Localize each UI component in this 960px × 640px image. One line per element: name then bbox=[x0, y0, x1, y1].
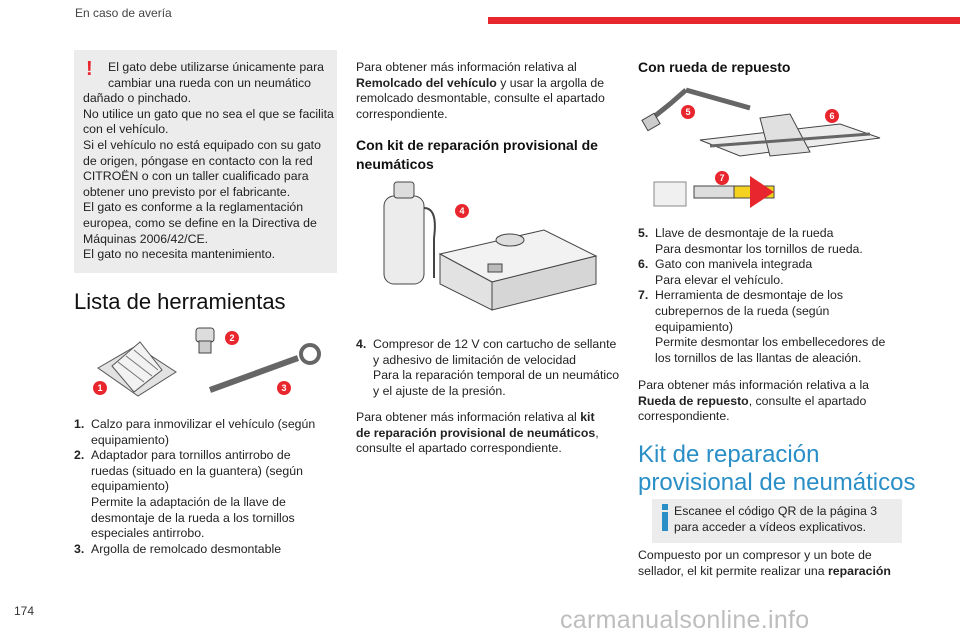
towing-link[interactable]: Remolcado del vehículo bbox=[356, 75, 497, 90]
warning-line: El gato debe utilizarse únicamente para bbox=[108, 60, 325, 74]
repair-kit-subheading: Con kit de reparación provisional de neumáticos bbox=[356, 137, 598, 172]
exclamation-icon: ! bbox=[86, 58, 93, 80]
repair-kit-paragraph: Para obtener más información relativa al kit de reparación provisional de neumáticos, consulte el apartado correspondiente. bbox=[356, 410, 599, 456]
compressor-list bbox=[356, 337, 626, 399]
tools-heading: Lista de herramientas bbox=[74, 289, 286, 314]
list-item: 2. Adaptador para tornillos antirrobo de ruedas (situado en la guantera) (según equipamiento) Permite la adaptación de la llave de desmontaje de la rueda a los tornillos especiales antirrobo. bbox=[74, 448, 303, 541]
kit-heading: Kit de reparación provisional de neumáticos bbox=[638, 441, 916, 496]
warning-line: No utilice un gato que no sea el que se facilita bbox=[83, 106, 334, 121]
warning-line: El gato es conforme a la reglamentación bbox=[83, 200, 304, 215]
header-accent-bar bbox=[488, 17, 960, 24]
spare-wheel-subheading: Con rueda de repuesto bbox=[638, 59, 791, 75]
warning-line: de origen, póngase en contacto con la red bbox=[83, 153, 313, 168]
tools-illustration bbox=[88, 320, 338, 410]
warning-line: CITROËN o con un taller cualificado para bbox=[83, 169, 309, 184]
warning-line: obtener uno previsto por el fabricante. bbox=[83, 184, 291, 199]
warning-line: con el vehículo. bbox=[83, 122, 169, 137]
list-item: 5. Llave de desmontaje de la rueda Para desmontar los tornillos de rueda. bbox=[638, 226, 863, 256]
spare-wheel-link[interactable]: Rueda de repuesto bbox=[638, 393, 749, 408]
wheel-chock-icon bbox=[98, 342, 176, 396]
compressor-icon bbox=[440, 230, 596, 310]
warning-line: dañado o pinchado. bbox=[83, 91, 192, 106]
jack-icon bbox=[700, 114, 880, 156]
kit-paragraph: Compuesto por un compresor y un bote de sellador, el kit permite realizar una reparación bbox=[638, 548, 891, 578]
badge-2-label: 2 bbox=[229, 333, 235, 343]
section-header: En caso de avería bbox=[75, 6, 172, 20]
badge-1-label: 1 bbox=[97, 383, 103, 393]
warning-text bbox=[83, 60, 335, 263]
badge-4-label: 4 bbox=[459, 206, 465, 216]
list-item: 7. Herramienta de desmontaje de los cubrepernos de la rueda (según equipamiento) Permite desmontar los embellecedores de los tornillos de las llantas de aleación. bbox=[638, 288, 886, 365]
spare-wheel-tools-illustration bbox=[640, 82, 902, 218]
antitheft-adapter-icon bbox=[196, 328, 214, 353]
badge-7-label: 7 bbox=[719, 173, 725, 183]
wheel-brace-icon bbox=[642, 90, 750, 131]
warning-line: Si el vehículo no está equipado con su gato bbox=[83, 137, 321, 152]
tools-list bbox=[74, 417, 339, 557]
badge-5-label: 5 bbox=[685, 107, 691, 117]
info-text: Escanee el código QR de la página 3 para acceder a vídeos explicativos. bbox=[674, 504, 878, 534]
list-item: 6. Gato con manivela integrada Para elevar el vehículo. bbox=[638, 257, 813, 287]
page-number: 174 bbox=[14, 604, 35, 618]
list-item: 1. Calzo para inmovilizar el vehículo (según equipamiento) bbox=[74, 417, 316, 447]
warning-line: Máquinas 2006/42/CE. bbox=[83, 231, 209, 246]
list-item: 3. Argolla de remolcado desmontable bbox=[74, 541, 282, 556]
warning-line: El gato no necesita mantenimiento. bbox=[83, 247, 276, 262]
list-item: 4. Compresor de 12 V con cartucho de sellante y adhesivo de limitación de velocidad Para la reparación temporal de un neumático y el ajuste de la presión. bbox=[356, 337, 620, 398]
repair-kit-link[interactable]: de reparación provisional de neumáticos bbox=[356, 425, 596, 440]
towing-eye-icon bbox=[210, 345, 319, 390]
spare-wheel-paragraph: Para obtener más información relativa a la Rueda de repuesto, consulte el apartado correspondiente. bbox=[638, 378, 870, 424]
bolt-cover-tool-icon bbox=[654, 176, 774, 208]
warning-line: europea, como se define en la Directiva de bbox=[83, 215, 317, 230]
badge-3-label: 3 bbox=[281, 383, 287, 393]
spare-wheel-list bbox=[638, 226, 908, 366]
sealant-cartridge-icon bbox=[384, 182, 435, 284]
towing-paragraph: Para obtener más información relativa al Remolcado del vehículo y usar la argolla de remolcado desmontable, consulte el apartado correspondiente. bbox=[356, 60, 605, 121]
warning-line: cambiar una rueda con un neumático bbox=[108, 75, 312, 90]
badge-6-label: 6 bbox=[829, 111, 835, 121]
compressor-illustration bbox=[378, 178, 608, 328]
info-icon bbox=[661, 504, 669, 531]
watermark: carmanualsonline.info bbox=[560, 606, 810, 634]
